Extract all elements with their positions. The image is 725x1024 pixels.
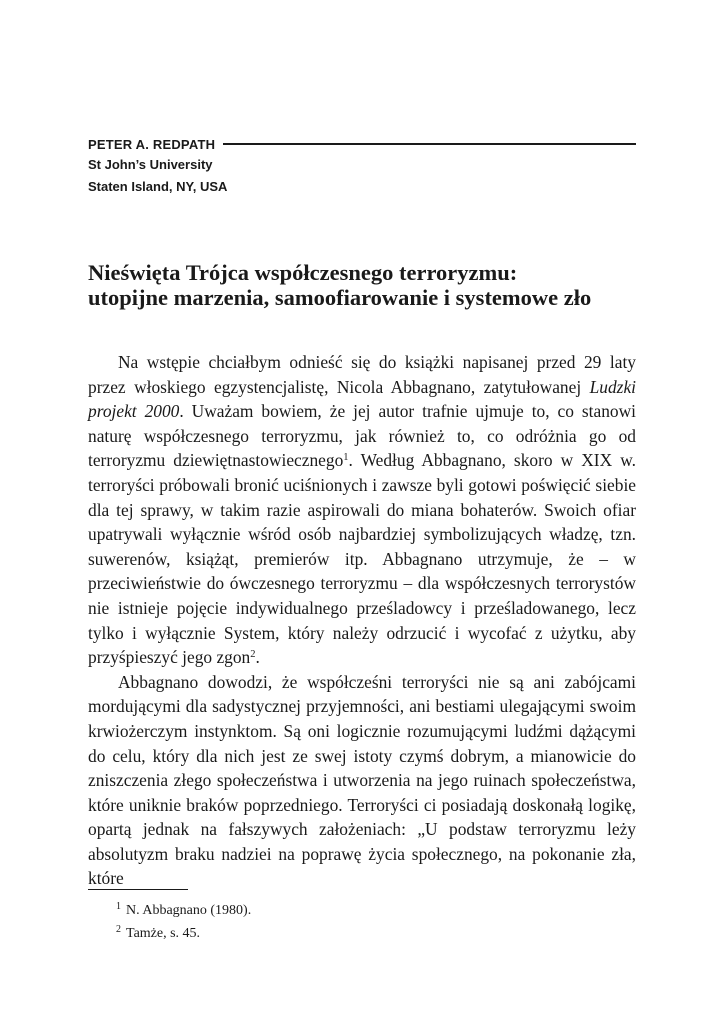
- paragraph-1: [88, 350, 636, 670]
- footnote-num: 1: [116, 901, 121, 912]
- footnote-num: 2: [116, 924, 121, 935]
- footnote-ref-1[interactable]: 1: [343, 452, 349, 464]
- footnotes: [116, 899, 251, 945]
- p1-text-c: . Według Abbagnano, skoro w XIX w. terroryści próbowali bronić uciśnionych i zawsze byli gotowi poświęcić siebie dla tej sprawy, w takim razie aspirowali do miana bohaterów. Swoich ofiar upatrywali wyłącznie wśród osób najbardziej symbolizujących władzę, tzn. suwerenów, książąt, premierów itp. Abbagnano utrzymuje, że – w przeciwieństwie do ówczesnego terroryzmu – dla współczesnych terrorystów nie istnieje pojęcie indywidualnego prześladowcy i prześladowanego, lecz tylko i wyłącznie System, który należy odrzucić i wycofać z użytku, aby przyśpieszyć jego zgon: [88, 450, 636, 668]
- footnote-1: [116, 899, 251, 922]
- author-name: PETER A. REDPATH: [88, 136, 216, 152]
- body-text: [88, 350, 636, 891]
- author-rule: [223, 143, 636, 145]
- p1-text-a: Na wstępie chciałbym odnieść się do książki napisanej przed 29 laty przez włoskiego egzystencjalistę, Nicola Abbagnano, zatytułowanej: [88, 352, 636, 397]
- footnote-rule: [88, 889, 188, 890]
- footnote-ref-2[interactable]: 2: [250, 649, 256, 661]
- affiliation-location: Staten Island, NY, USA: [88, 179, 228, 194]
- affiliation-university: St John’s University: [88, 157, 213, 172]
- footnote-text: N. Abbagnano (1980).: [126, 903, 252, 918]
- article-title: [88, 260, 648, 310]
- author-line: [88, 134, 636, 154]
- p1-text-b: . Uważam bowiem, że jej autor trafnie ujmuje to, co stanowi naturę współczesnego terroryzmu, jak również to, co odróżnia go od terroryzmu dziewiętnastowiecznego: [88, 401, 637, 471]
- paragraph-2: Abbagnano dowodzi, że współcześni terroryści nie są ani zabójcami mordującymi dla sadystycznej przyjemności, ani bestiami ulegającymi swoim krwiożerczym instynktom. Są oni logicznie rozumującymi ludźmi dążącymi do celu, który dla nich jest ze swej istoty czymś dobrym, a mianowicie do zniszczenia złego społeczeństwa i utworzenia na jego ruinach społeczeństwa, które uniknie braków poprzedniego. Terroryści ci posiadają doskonałą logikę, opartą jednak na fałszywych założeniach: „U podstaw terroryzmu leży absolutyzm braku nadziei na poprawę życia społecznego, na pokonanie zła, które: [88, 671, 636, 889]
- author-block: [88, 134, 636, 198]
- title-line-2: utopijne marzenia, samoofiarowanie i systemowe zło: [88, 285, 592, 310]
- footnote-text: Tamże, s. 45.: [126, 926, 201, 941]
- title-line-1: Nieświęta Trójca współczesnego terroryzmu:: [88, 260, 518, 285]
- book-title: Ludzki projekt 2000: [88, 376, 636, 422]
- footnote-2: [116, 922, 251, 945]
- p1-text-d: .: [255, 647, 260, 668]
